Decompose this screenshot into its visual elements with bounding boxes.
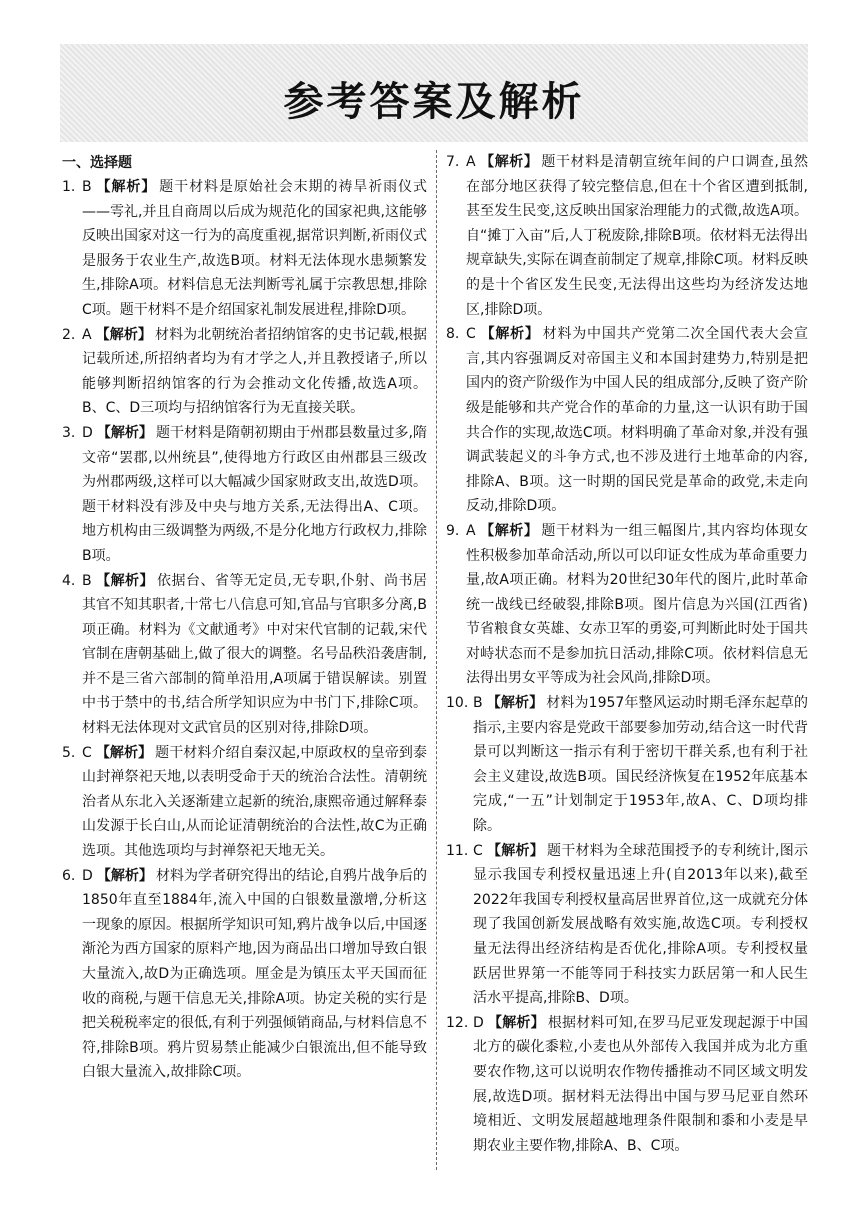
answer-item-8: 8. C 【解析】 材料为中国共产党第二次全国代表大会宣言,其内容强调反对帝国主义和本国封建势力,特别是把国内的资产阶级作为中国人民的组成部分,反映了资产阶级是能够和共产党合作的革命的力量,这一认识有助于国共合作的实现,故选C项。材料明确了革命对象,并没有强调武装起义的斗争方式,也不涉及进行土地革命的内容,排除A、B项。这一时期的国民党是革命的政党,未走向反动,排除D项。 (446, 326, 809, 515)
answer-item-1: 1. B 【解析】 题干材料是原始社会末期的祷旱祈雨仪式——雩礼,并且自商周以后成为规范化的国家祀典,这能够反映出国家对这一行为的高度重视,据常识判断,祈雨仪式是服务于农业生产,故选B项。材料无法体现水患频繁发生,排除A项。材料信息无法判断雩礼属于宗教思想,排除C项。题干材料不是介绍国家礼制发展进程,排除D项。 (62, 179, 428, 318)
answer-item-10: 10. B 【解析】 材料为1957年整风运动时期毛泽东起草的指示,主要内容是党政干部要参加劳动,结合这一时代背景可以判断这一指示有利于密切干群关系,也有利于社会主义建设,故选B项。国民经济恢复在1952年底基本完成,“一五”计划制定于1953年,故A、C、D项均排除。 (446, 695, 808, 835)
answer-item-9: 9. A 【解析】 题干材料为一组三幅图片,其内容均体现女性积极参加革命活动,所以可以印证女性成为革命重要力量,故A项正确。材料为20世纪30年代的图片,此时革命统一战线已经破裂,排除B项。图片信息为兴国(江西省)节省粮食女英雄、女赤卫军的勇姿,可判断此时处于国共对峙状态而不是参加抗日活动,排除C项。依材料信息无法得出男女平等成为社会风尚,排除D项。 (446, 522, 809, 687)
left-column (62, 150, 427, 1085)
answer-item-5: 5. C 【解析】 题干材料介绍自秦汉起,中原政权的皇帝到泰山封禅祭祀天地,以表明受命于天的统治合法性。清朝统治者从东北入关逐渐建立起新的统治,康熙帝通过解释泰山发源于长白山,从而论证清朝统治的合法性,故C为正确选项。其他选项均与封禅祭祀天地无关。 (62, 744, 428, 860)
column-divider (436, 150, 437, 1170)
section-heading: 一、选择题 (62, 155, 132, 171)
title-banner (60, 44, 808, 142)
answer-item-3: 3. D 【解析】 题干材料是隋朝初期由于州郡县数量过多,隋文帝“罢郡,以州统县”,使得地方行政区由州郡县三级改为州郡两级,这样可以大幅减少国家财政支出,故选D项。题干材料没有涉及中央与地方关系,无法得出A、C项。地方机构由三级调整为两级,不是分化地方行政权力,排除B项。 (62, 424, 428, 564)
answer-item-11: 11. C 【解析】 题干材料为全球范围授予的专利统计,图示显示我国专利授权量迅速上升(自2013年以来),截至2022年我国专利授权量高居世界首位,这一成就充分体现了我国创新发展战略有效实施,故选C项。专利授权量无法得出经济结构是否优化,排除A项。专利授权量跃居世界第一不能等同于科技实力跃居第一和人民生活水平提高,排除B、D项。 (446, 842, 809, 1007)
answer-item-4: 4. B 【解析】 依据台、省等无定员,无专职,仆射、尚书居其官不知其职者,十常七八信息可知,官品与官职多分离,B项正确。材料为《文献通考》中对宋代官制的记载,宋代官制在唐朝基础上,做了很大的调整。名号品秩沿袭唐制,并不是三省六部制的简单沿用,A项属于错误解读。别置中书于禁中的书,结合所学知识应为中书门下,排除C项。材料无法体现对文武官员的区别对待,排除D项。 (62, 572, 428, 737)
right-column (446, 150, 808, 1158)
answer-item-6: 6. D 【解析】 材料为学者研究得出的结论,自鸦片战争后的1850年直至1884年,流入中国的白银数量激增,分析这一现象的原因。根据所学知识可知,鸦片战争以后,中国逐渐沦为西方国家的原料产地,因为商品出口增加导致白银大量流入,故D为正确选项。厘金是为镇压太平天国而征收的商税,与题干信息无关,排除A项。协定关税的实行是把关税税率定的很低,有利于列强倾销商品,与材料信息不符,排除B项。鸦片贸易禁止能减少白银流出,但不能导致白银大量流入,故排除C项。 (62, 867, 428, 1081)
answer-item-12: 12. D 【解析】 根据材料可知,在罗马尼亚发现起源于中国北方的碳化黍粒,小麦也从外部传入我国并成为北方重要农作物,这可以说明农作物传播推动不同区域文明发展,故选D项。据材料无法得出中国与罗马尼亚自然环境相近、文明发展超越地理条件限制和黍和小麦是早期农业主要作物,排除A、B、C项。 (446, 1014, 809, 1154)
page-title: 参考答案及解析 (283, 79, 585, 125)
answer-item-2: 2. A 【解析】 材料为北朝统治者招纳馆客的史书记载,根据记载所述,所招纳者均为有才学之人,并且教授诸子,所以能够判断招纳馆客的行为会推动文化传播,故选A项。B、C、D三项均与招纳馆客行为无直接关联。 (62, 326, 428, 417)
answer-item-7: 7. A 【解析】 题干材料是清朝宣统年间的户口调查,虽然在部分地区获得了较完整信息,但在十个省区遭到抵制,甚至发生民变,这反映出国家治理能力的式微,故选A项。自“摊丁入亩”后,人丁税废除,排除B项。依材料无法得出规章缺失,实际在调查前制定了规章,排除C项。材料反映的是十个省区发生民变,无法得出这些均为经济发达地区,排除D项。 (446, 154, 809, 318)
